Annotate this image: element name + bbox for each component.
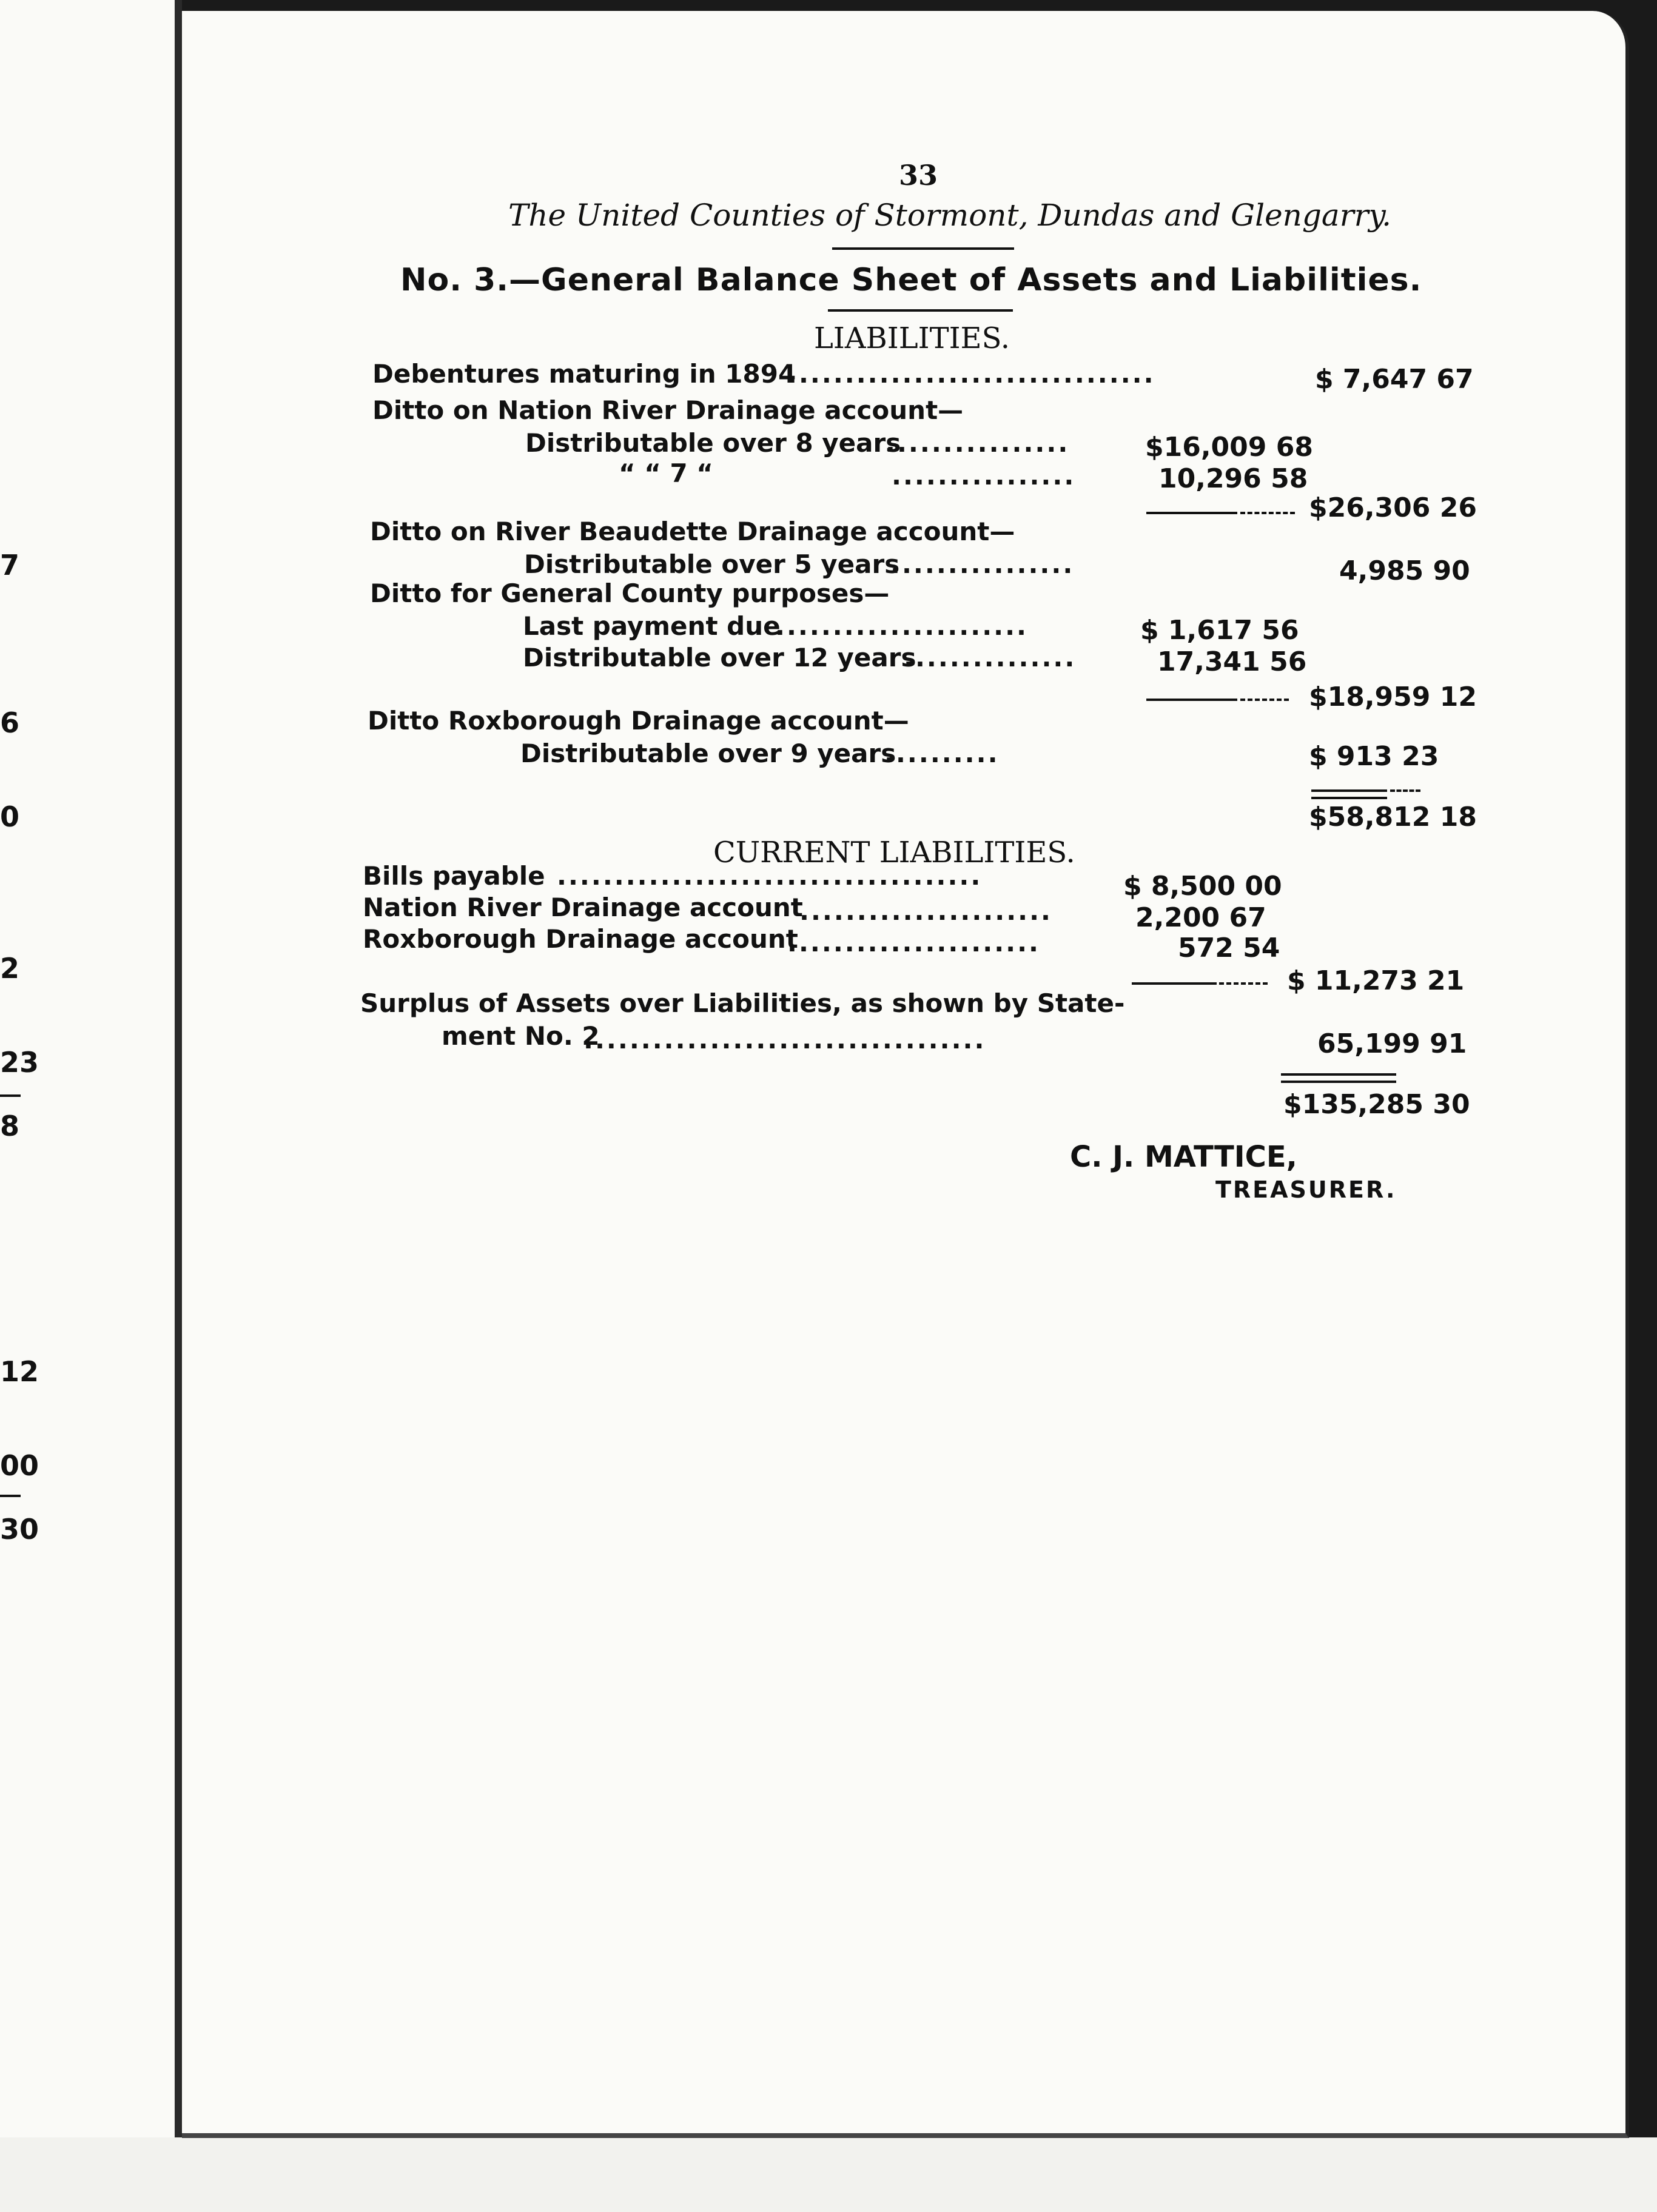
row-leader: ...................................	[583, 1025, 986, 1054]
row-amount: 10,296 58	[1158, 463, 1308, 494]
section-current-liabilities: CURRENT LIABILITIES.	[713, 836, 1075, 870]
margin-number: 23	[0, 1046, 39, 1079]
margin-number: 2	[0, 952, 20, 985]
subtotal-rule	[1219, 982, 1268, 985]
margin-number: 7	[0, 549, 20, 581]
row-amount: $16,009 68	[1145, 432, 1313, 463]
margin-number: 00	[0, 1449, 39, 1482]
margin-number: 30	[0, 1513, 39, 1546]
row-label: ment No. 2	[442, 1021, 600, 1051]
row-amount: 17,341 56	[1157, 646, 1307, 677]
signatory-title: TREASURER.	[1215, 1176, 1397, 1203]
total-rule	[1311, 797, 1387, 799]
subtotal-rule	[1132, 982, 1217, 985]
page-number: 33	[899, 159, 938, 192]
row-leader: ................	[890, 549, 1075, 579]
row-label: Roxborough Drainage account	[363, 924, 798, 954]
row-label: Surplus of Assets over Liabilities, as shown by State-	[360, 988, 1125, 1018]
row-leader: ................	[886, 428, 1070, 458]
row-total: $26,306 26	[1309, 492, 1477, 523]
previous-page-edge	[0, 0, 182, 2212]
row-amount: $ 1,617 56	[1140, 615, 1299, 646]
subtotal-rule	[1146, 699, 1237, 701]
margin-number: 0	[0, 800, 20, 833]
binding-gutter	[175, 0, 182, 2212]
table-heading: No. 3.—General Balance Sheet of Assets and Liabilities.	[400, 262, 1422, 298]
row-label: Distributable over 8 years	[525, 428, 901, 458]
row-leader: ................	[892, 461, 1076, 491]
row-leader: ......................	[775, 611, 1029, 641]
liabilities-total: $58,812 18	[1309, 802, 1477, 833]
row-leader: ..........	[884, 739, 1000, 768]
grand-total-rule	[1281, 1073, 1396, 1076]
section-liabilities: LIABILITIES.	[814, 321, 1010, 355]
subtotal-rule	[1146, 512, 1237, 514]
row-label: Distributable over 5 years	[524, 549, 900, 579]
row-leader: .....................................	[557, 861, 983, 891]
grand-total-rule	[1281, 1081, 1396, 1083]
row-total: 65,199 91	[1317, 1028, 1467, 1059]
row-label: Ditto on Nation River Drainage account—	[372, 395, 964, 425]
margin-rule	[0, 1495, 21, 1497]
total-rule	[1390, 789, 1420, 792]
row-leader: ................................	[787, 359, 1155, 389]
row-label: Ditto on River Beaudette Drainage account—	[370, 517, 1015, 546]
row-total: $ 7,647 67	[1315, 364, 1474, 395]
margin-number: 6	[0, 706, 20, 739]
signatory-name: C. J. MATTICE,	[1070, 1140, 1297, 1174]
row-leader: ......................	[799, 896, 1053, 926]
row-total: 4,985 90	[1339, 555, 1470, 586]
margin-number: 8	[0, 1110, 20, 1142]
row-amount: 572 54	[1178, 933, 1280, 964]
row-leader: ...............	[904, 643, 1077, 672]
row-label: Last payment due	[523, 611, 781, 641]
row-label: Ditto Roxborough Drainage account—	[368, 706, 909, 736]
scan-background	[0, 2137, 1657, 2212]
row-amount: $ 8,500 00	[1123, 871, 1282, 902]
subtotal-rule	[1240, 699, 1289, 701]
row-leader: ......................	[787, 928, 1041, 957]
row-label: “ “ 7 “	[619, 458, 713, 488]
current-total: $ 11,273 21	[1287, 965, 1465, 996]
row-label: Bills payable	[363, 861, 545, 891]
subtotal-rule	[1240, 512, 1295, 514]
row-label: Ditto for General County purposes—	[370, 578, 890, 608]
row-label: Nation River Drainage account	[363, 893, 803, 922]
row-total: $ 913 23	[1309, 741, 1439, 772]
row-amount: 2,200 67	[1135, 902, 1266, 933]
grand-total: $135,285 30	[1283, 1089, 1470, 1120]
header-rule	[832, 247, 1014, 250]
total-rule	[1311, 789, 1387, 792]
row-label: Distributable over 9 years	[520, 739, 896, 768]
heading-rule	[828, 309, 1013, 312]
row-label: Debentures maturing in 1894	[372, 359, 796, 389]
row-total: $18,959 12	[1309, 682, 1477, 712]
running-title: The United Counties of Stormont, Dundas and Glengarry.	[508, 198, 1392, 233]
row-label: Distributable over 12 years	[523, 643, 916, 672]
margin-number: 12	[0, 1355, 39, 1388]
margin-rule	[0, 1094, 21, 1097]
